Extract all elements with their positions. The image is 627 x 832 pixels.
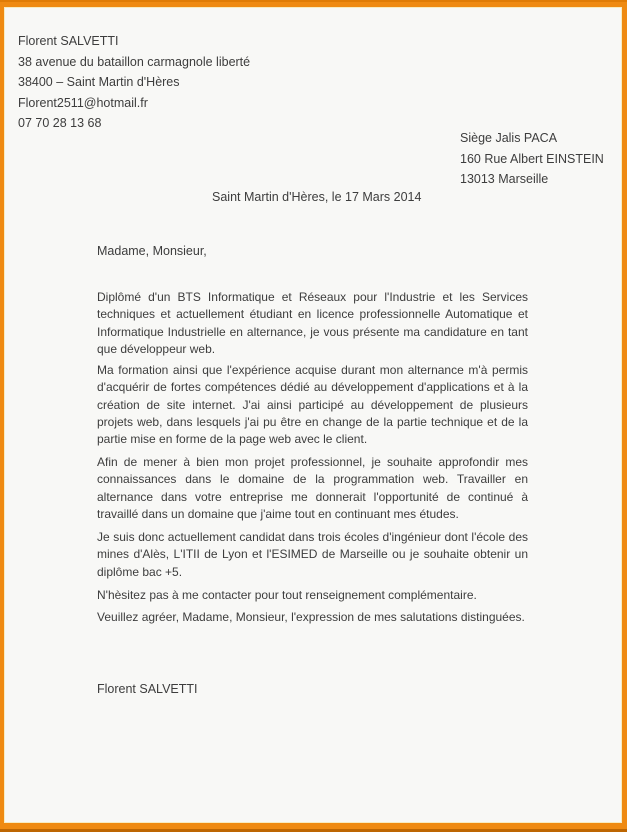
signature: Florent SALVETTI bbox=[97, 682, 198, 696]
sender-name: Florent SALVETTI bbox=[18, 34, 119, 48]
sender-address-line1: 38 avenue du bataillon carmagnole liberté bbox=[18, 54, 251, 69]
body-paragraph-4: Je suis donc actuellement candidat dans trois écoles d'ingénieur dont l'école des mines d'Alès, L'ITII de Lyon et l'ESIMED de Marseille ou je souhaite obtenir un diplôme bac +5. bbox=[97, 530, 528, 579]
body-paragraph-1: Diplômé d'un BTS Informatique et Réseaux pour l'Industrie et les Services techniques et actuellement étudiant en licence professionnelle Automatique et Informatique Industrielle en alternance, je vous présente ma candidature en tant que développeur web. bbox=[97, 290, 528, 356]
body-paragraph-2: Ma formation ainsi que l'expérience acquise durant mon alternance m'à permis d'acquérir de fortes compétences dédié au développement d'applications et à la création de site internet. J'ai ainsi participé au développement de plusieurs projets web, dans lesquels j'ai pu être en change de la partie technique et de la partie mise en forme de la page web avec le client. bbox=[97, 363, 528, 447]
body-paragraph-5: N'hèsitez pas à me contacter pour tout renseignement complémentaire. bbox=[97, 588, 477, 602]
sender-block bbox=[18, 31, 250, 134]
salutation: Madame, Monsieur, bbox=[97, 244, 207, 258]
body-paragraph-3: Afin de mener à bien mon projet professionnel, je souhaite approfondir mes connaissances dans le domaine de la programmation web. Travailler en alternance dans votre entreprise me donnerait l'opportunité de continué à travaillé dans un domaine que j'aime tout en continuant mes études. bbox=[97, 455, 528, 521]
recipient-address-line2: 13013 Marseille bbox=[460, 172, 549, 186]
recipient-block bbox=[460, 128, 604, 190]
closing-paragraph: Veuillez agréer, Madame, Monsieur, l'expression de mes salutations distinguées. bbox=[97, 610, 525, 624]
sender-email: Florent2511@hotmail.fr bbox=[18, 95, 148, 110]
recipient-address-line1: 160 Rue Albert EINSTEIN bbox=[460, 151, 604, 166]
sender-address-line2: 38400 – Saint Martin d'Hères bbox=[18, 75, 180, 89]
date-line: Saint Martin d'Hères, le 17 Mars 2014 bbox=[212, 190, 422, 204]
recipient-company: Siège Jalis PACA bbox=[460, 131, 558, 145]
sender-phone: 07 70 28 13 68 bbox=[18, 116, 102, 130]
